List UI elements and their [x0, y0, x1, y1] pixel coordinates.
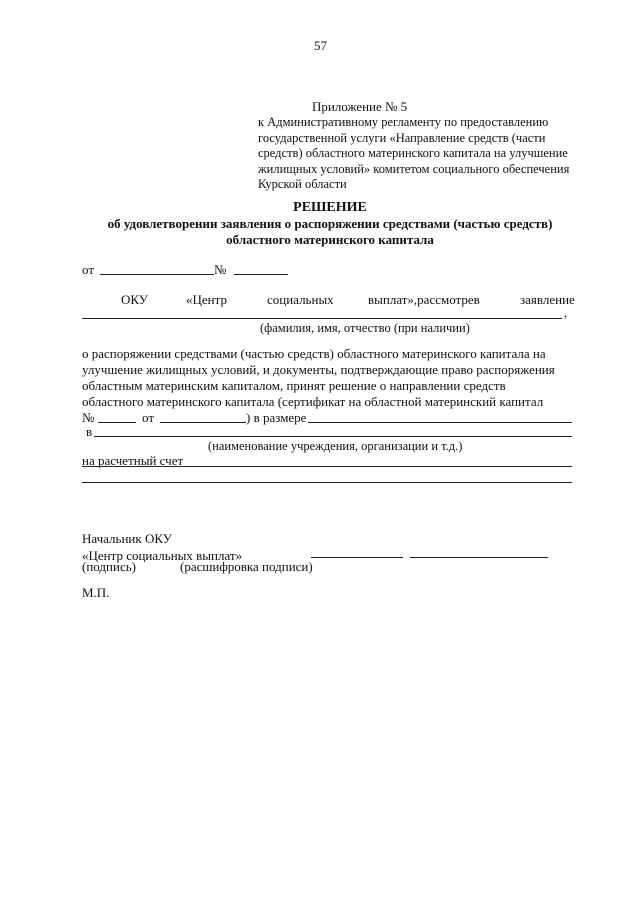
- page-number: 57: [314, 38, 327, 53]
- signer-org: «Центр социальных выплат»: [82, 548, 243, 563]
- intro-word: социальных: [267, 292, 334, 307]
- organization-field[interactable]: [94, 436, 572, 437]
- account-field-line2[interactable]: [82, 482, 572, 483]
- amount-field[interactable]: [308, 422, 572, 423]
- signature-field[interactable]: [311, 557, 403, 558]
- appendix-line: к Административному регламенту по предоставлению: [258, 115, 549, 129]
- cert-date-field[interactable]: [160, 422, 246, 423]
- intro-word: заявление: [520, 292, 575, 307]
- intro-word: выплат»,рассмотрев: [368, 292, 480, 307]
- date-from-label: от: [82, 262, 95, 277]
- caption-fio: (фамилия, имя, отчество (при наличии): [260, 321, 470, 335]
- document-subtitle-line2: областного материнского капитала: [226, 232, 434, 247]
- caption-org: (наименование учреждения, организации и т.д.): [208, 439, 463, 453]
- document-title: РЕШЕНИЕ: [293, 200, 367, 215]
- intro-word: ОКУ: [121, 292, 149, 307]
- cert-amount-label: ) в размере: [246, 410, 307, 425]
- cert-number-field[interactable]: [98, 422, 136, 423]
- cert-no-label: №: [82, 410, 95, 425]
- cert-from-label: от: [142, 410, 155, 425]
- appendix-line: Курской области: [258, 177, 347, 191]
- body-line: о распоряжении средствами (частью средств) областного материнского капитала на: [82, 346, 546, 361]
- appendix-line: жилищных условий» комитетом социального обеспечения: [258, 161, 570, 176]
- body-line: улучшение жилищных условий, и документы, подтверждающие право распоряжения: [82, 362, 555, 377]
- number-label: №: [214, 262, 227, 277]
- body-paragraph: [82, 346, 555, 410]
- signer-title: Начальник ОКУ: [82, 531, 172, 546]
- appendix-title: Приложение № 5: [312, 99, 408, 114]
- intro-word: «Центр: [186, 292, 227, 307]
- number-field[interactable]: [234, 274, 288, 275]
- body-line: областного материнского капитала (сертификат на областной материнский капитал: [82, 394, 544, 409]
- decode-caption: (расшифровка подписи): [180, 559, 313, 574]
- appendix-line: государственной услуги «Направление средств (части: [258, 130, 546, 145]
- account-field[interactable]: [82, 466, 572, 467]
- account-label: на расчетный счет: [82, 453, 184, 468]
- sign-caption: (подпись): [82, 559, 136, 574]
- body-line: областным материнским капиталом, принят решение о направлении средств: [82, 378, 506, 393]
- stamp-place: М.П.: [82, 585, 110, 600]
- comma: ,: [564, 305, 568, 320]
- applicant-name-field[interactable]: [82, 318, 562, 319]
- date-field[interactable]: [100, 274, 214, 275]
- appendix-line: средств) областного материнского капитала на улучшение: [258, 146, 568, 160]
- signature-decode-field[interactable]: [410, 557, 548, 558]
- appendix-text: [258, 115, 569, 193]
- document-subtitle-line1: об удовлетворении заявления о распоряжении средствами (частью средств): [107, 216, 553, 231]
- to-label: в: [86, 424, 93, 439]
